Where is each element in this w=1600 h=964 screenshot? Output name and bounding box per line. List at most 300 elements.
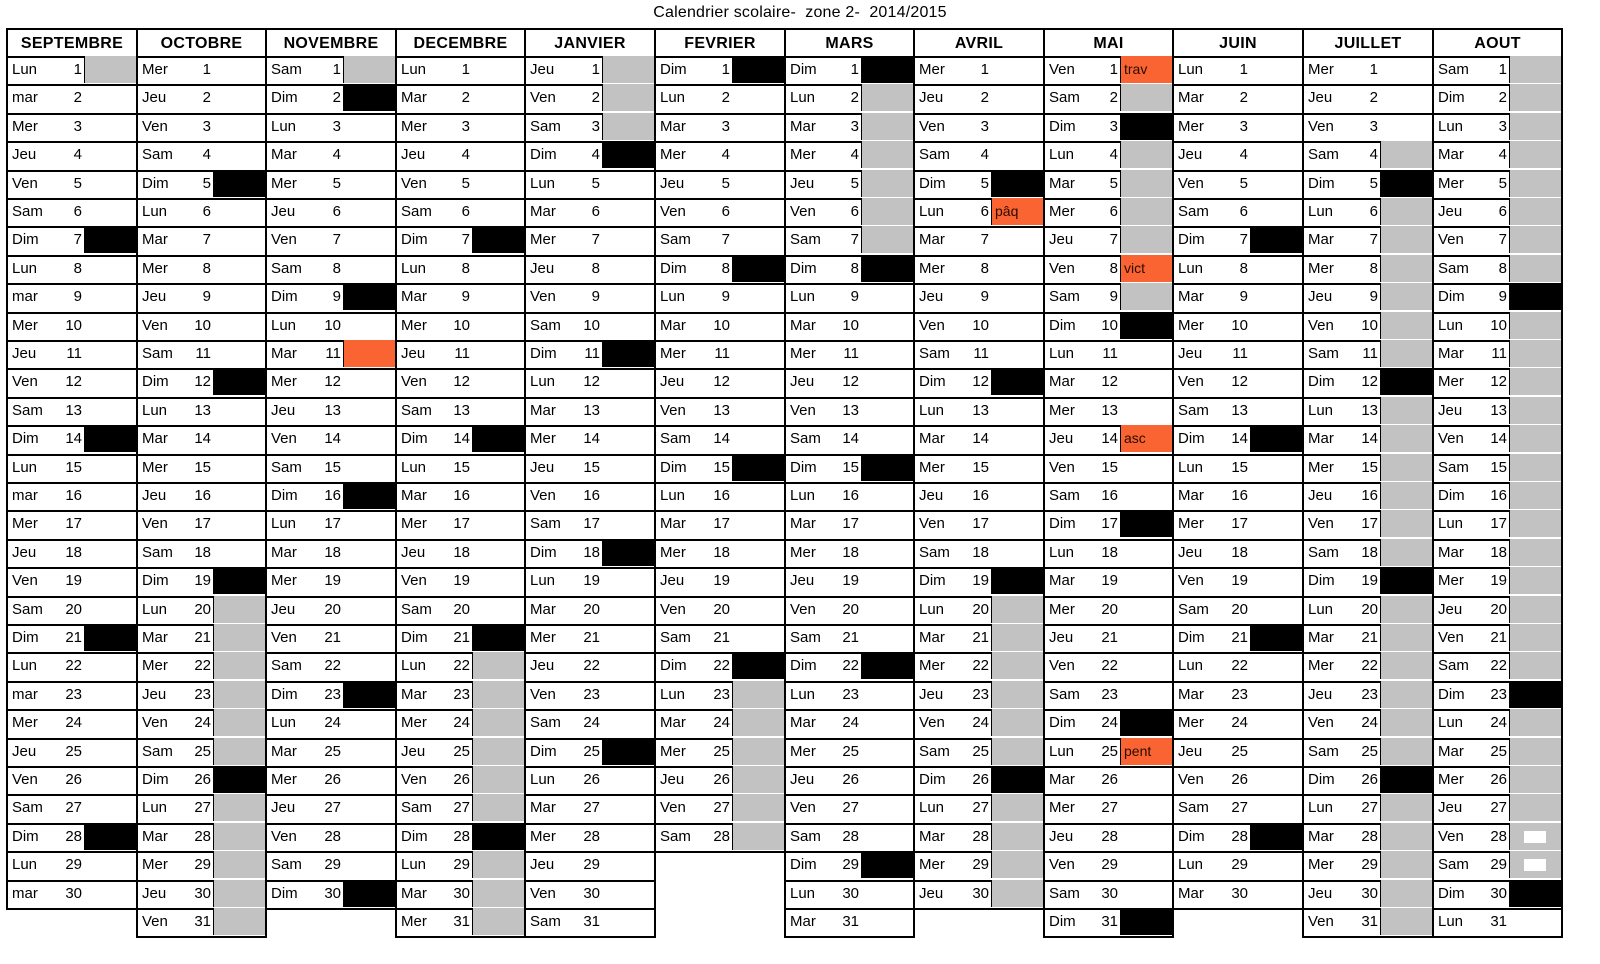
weekend-marker — [861, 652, 913, 679]
holiday-marker — [991, 652, 1043, 679]
holiday-marker — [213, 908, 265, 935]
weekday-label: Jeu — [142, 885, 167, 902]
day-cell — [1432, 652, 1563, 683]
day-cell — [524, 709, 656, 740]
day-cell — [913, 198, 1045, 228]
day-number: 29 — [324, 856, 341, 873]
weekday-label: Lun — [142, 601, 168, 618]
weekday-label: Jeu — [1178, 146, 1203, 163]
weekday-label: Mar — [1049, 373, 1075, 390]
holiday-marker — [1509, 539, 1561, 566]
day-cell — [395, 425, 526, 456]
day-number: 29 — [842, 856, 859, 873]
weekday-label: Lun — [530, 771, 556, 788]
weekday-label: Ven — [142, 913, 168, 930]
day-cell — [395, 510, 526, 541]
day-number: 19 — [1490, 572, 1507, 589]
day-number: 24 — [324, 714, 341, 731]
day-number: 3 — [591, 118, 600, 135]
month-header: AOUT — [1432, 28, 1563, 58]
day-cell — [136, 170, 267, 200]
holiday-marker — [1509, 567, 1561, 594]
weekday-label: Dim — [790, 856, 817, 873]
day-number: 11 — [584, 345, 600, 362]
weekday-label: Ven — [530, 288, 556, 305]
weekday-label: Sam — [401, 203, 432, 220]
weekday-label: Mar — [1438, 544, 1464, 561]
weekday-label: Lun — [919, 799, 945, 816]
weekday-label: Ven — [142, 515, 168, 532]
day-number: 12 — [1101, 373, 1118, 390]
weekday-label: Mer — [142, 657, 168, 674]
day-number: 14 — [453, 430, 470, 447]
day-cell — [654, 255, 786, 285]
weekday-label: Jeu — [142, 288, 167, 305]
weekday-label: Lun — [1438, 317, 1464, 334]
weekday-label: Ven — [790, 799, 816, 816]
day-number: 1 — [591, 61, 600, 78]
day-cell — [6, 170, 138, 200]
day-cell — [1432, 567, 1563, 598]
day-cell — [784, 141, 915, 172]
day-cell — [654, 738, 786, 768]
weekday-label: Lun — [1178, 459, 1204, 476]
weekday-label: Mer — [1308, 856, 1334, 873]
weekday-label: Lun — [1049, 544, 1075, 561]
day-number: 10 — [65, 317, 82, 334]
day-cell — [1043, 766, 1174, 796]
day-number: 19 — [1101, 572, 1118, 589]
month-header: OCTOBRE — [136, 28, 267, 58]
day-number: 22 — [1490, 657, 1507, 674]
day-number: 9 — [980, 288, 989, 305]
day-number: 9 — [1369, 288, 1378, 305]
day-cell — [6, 397, 138, 427]
weekday-label: Ven — [919, 714, 945, 731]
day-number: 17 — [1231, 515, 1248, 532]
weekday-label: Dim — [12, 231, 39, 248]
weekday-label: Mar — [1049, 771, 1075, 788]
weekday-label: Dim — [919, 373, 946, 390]
day-number: 28 — [842, 828, 859, 845]
weekend-marker — [732, 454, 784, 481]
day-number: 24 — [842, 714, 859, 731]
weekday-label: Dim — [1178, 629, 1205, 646]
weekday-label: Mar — [1438, 146, 1464, 163]
day-number: 18 — [583, 544, 600, 561]
weekday-label: Lun — [1178, 260, 1204, 277]
day-number: 9 — [591, 288, 600, 305]
day-cell — [1172, 652, 1304, 683]
day-cell — [524, 908, 656, 938]
weekend-marker — [1380, 766, 1432, 793]
holiday-marker — [213, 880, 265, 907]
weekday-label: Lun — [919, 601, 945, 618]
weekday-label: Mar — [401, 288, 427, 305]
month-header: DECEMBRE — [395, 28, 526, 58]
day-cell — [784, 255, 915, 285]
weekday-label: Mer — [142, 61, 168, 78]
day-cell — [1302, 624, 1434, 654]
weekend-marker — [213, 766, 265, 793]
holiday-marker — [213, 851, 265, 878]
day-number: 6 — [591, 203, 600, 220]
day-cell — [1172, 880, 1304, 910]
day-cell — [654, 510, 786, 541]
holiday-marker — [1380, 681, 1432, 708]
weekend-marker — [861, 56, 913, 83]
weekend-marker — [472, 823, 524, 850]
weekday-label: Mer — [142, 459, 168, 476]
weekday-label: Mer — [1178, 515, 1204, 532]
weekday-label: Jeu — [1438, 203, 1463, 220]
weekday-label: Mer — [142, 856, 168, 873]
day-cell — [1043, 880, 1174, 910]
day-cell — [1043, 851, 1174, 882]
weekday-label: Mer — [1049, 799, 1075, 816]
day-cell — [913, 170, 1045, 200]
weekday-label: Lun — [1049, 743, 1075, 760]
day-number: 26 — [1361, 771, 1378, 788]
holiday-marker — [732, 766, 784, 793]
day-number: 19 — [972, 572, 989, 589]
weekday-label: Mer — [919, 856, 945, 873]
day-cell — [1302, 482, 1434, 512]
day-cell — [524, 738, 656, 768]
day-number: 11 — [1102, 345, 1118, 362]
day-number: 6 — [1369, 203, 1378, 220]
weekday-label: Mer — [1308, 260, 1334, 277]
day-cell — [1432, 283, 1563, 314]
day-number: 24 — [453, 714, 470, 731]
holiday-marker — [213, 738, 265, 765]
weekday-label: Jeu — [12, 345, 37, 362]
day-number: 12 — [583, 373, 600, 390]
day-cell — [1302, 84, 1434, 115]
day-cell — [1302, 170, 1434, 200]
holiday-marker — [1380, 312, 1432, 339]
month-header: FEVRIER — [654, 28, 786, 58]
day-number: 15 — [972, 459, 989, 476]
weekday-label: Sam — [1049, 288, 1080, 305]
holiday-marker — [1380, 709, 1432, 736]
weekend-marker — [343, 84, 395, 111]
day-cell — [1432, 312, 1563, 342]
weekday-label: Ven — [790, 601, 816, 618]
day-number: 12 — [842, 373, 859, 390]
weekday-label: Lun — [401, 856, 427, 873]
day-cell — [524, 794, 656, 825]
day-number: 26 — [972, 771, 989, 788]
holiday-marker — [1509, 510, 1561, 537]
day-cell — [524, 482, 656, 512]
day-cell — [6, 738, 138, 768]
day-number: 5 — [1239, 175, 1248, 192]
day-cell — [1302, 539, 1434, 569]
holiday-marker — [1120, 283, 1172, 310]
day-cell — [1172, 681, 1304, 711]
day-number: 31 — [453, 913, 470, 930]
day-cell — [1043, 340, 1174, 370]
holiday-marker — [1380, 794, 1432, 821]
weekday-label: Ven — [1438, 231, 1464, 248]
day-cell — [1172, 766, 1304, 796]
day-cell — [265, 539, 397, 569]
day-cell — [265, 596, 397, 626]
holiday-marker — [1509, 766, 1561, 793]
day-number: 21 — [713, 629, 730, 646]
day-number: 19 — [583, 572, 600, 589]
weekend-marker — [602, 340, 654, 367]
weekday-label: Jeu — [530, 260, 555, 277]
day-number: 2 — [721, 89, 730, 106]
weekday-label: Lun — [660, 89, 686, 106]
day-cell — [265, 141, 397, 172]
day-cell — [1302, 709, 1434, 740]
weekday-label: Sam — [660, 231, 691, 248]
weekday-label: Mer — [401, 714, 427, 731]
day-cell — [913, 255, 1045, 285]
weekday-label: Lun — [919, 203, 945, 220]
weekday-label: Mar — [1178, 89, 1204, 106]
weekday-label: Sam — [530, 515, 561, 532]
day-cell — [265, 681, 397, 711]
weekday-label: Sam — [1049, 487, 1080, 504]
day-cell — [395, 908, 526, 938]
day-number: 25 — [65, 743, 82, 760]
weekday-label: Jeu — [271, 799, 296, 816]
weekday-label: Jeu — [919, 487, 944, 504]
weekday-label: Ven — [12, 373, 38, 390]
day-number: 21 — [453, 629, 470, 646]
day-number: 23 — [842, 686, 859, 703]
holiday-marker — [991, 880, 1043, 907]
day-number: 15 — [1361, 459, 1378, 476]
day-number: 26 — [1101, 771, 1118, 788]
day-cell — [913, 880, 1045, 910]
weekday-label: Sam — [271, 61, 302, 78]
day-cell — [784, 709, 915, 740]
weekday-label: Dim — [12, 629, 39, 646]
day-cell — [1302, 823, 1434, 853]
day-number: 18 — [1101, 544, 1118, 561]
day-number: 27 — [842, 799, 859, 816]
weekday-label: Mer — [1438, 373, 1464, 390]
day-cell — [1172, 170, 1304, 200]
day-number: 1 — [202, 61, 211, 78]
day-number: 10 — [1231, 317, 1248, 334]
weekday-label: Dim — [919, 572, 946, 589]
holiday-marker — [1509, 56, 1561, 83]
day-number: 5 — [1369, 175, 1378, 192]
day-number: 22 — [842, 657, 859, 674]
weekday-label: Ven — [271, 231, 297, 248]
weekday-label: Mer — [401, 118, 427, 135]
day-number: 30 — [1231, 885, 1248, 902]
weekend-marker — [732, 652, 784, 679]
day-cell — [913, 624, 1045, 654]
holiday-marker — [732, 709, 784, 736]
weekday-label: Dim — [919, 771, 946, 788]
day-number: 15 — [1101, 459, 1118, 476]
weekday-label: Ven — [660, 601, 686, 618]
day-cell — [136, 738, 267, 768]
day-number: 29 — [65, 856, 82, 873]
day-cell — [1432, 340, 1563, 370]
weekday-label: Mar — [660, 317, 686, 334]
day-cell — [1302, 283, 1434, 314]
day-number: 12 — [1490, 373, 1507, 390]
weekend-marker — [861, 851, 913, 878]
holiday-marker — [1380, 908, 1432, 935]
day-number: 13 — [972, 402, 989, 419]
weekend-marker — [213, 368, 265, 395]
day-number: 30 — [453, 885, 470, 902]
day-number: 2 — [1369, 89, 1378, 106]
holiday-marker — [861, 141, 913, 168]
day-number: 7 — [1498, 231, 1507, 248]
weekday-label: mar — [12, 686, 38, 703]
weekday-label: Dim — [1308, 175, 1335, 192]
weekday-label: Mer — [530, 231, 556, 248]
day-number: 4 — [1498, 146, 1507, 163]
day-number: 4 — [202, 146, 211, 163]
day-cell — [1172, 596, 1304, 626]
weekend-marker — [343, 482, 395, 509]
day-number: 27 — [453, 799, 470, 816]
day-cell — [524, 624, 656, 654]
day-number: 17 — [1101, 515, 1118, 532]
holiday-marker — [1380, 226, 1432, 253]
day-number: 8 — [1109, 260, 1118, 277]
day-number: 23 — [194, 686, 211, 703]
weekday-label: Mer — [919, 459, 945, 476]
weekday-label: Jeu — [142, 89, 167, 106]
weekday-label: Lun — [790, 288, 816, 305]
day-cell — [524, 226, 656, 257]
holiday-marker — [1380, 851, 1432, 878]
weekday-label: Sam — [790, 629, 821, 646]
day-cell — [524, 510, 656, 541]
day-number: 7 — [850, 231, 859, 248]
day-cell — [1043, 454, 1174, 484]
day-number: 8 — [461, 260, 470, 277]
weekend-marker — [343, 681, 395, 708]
day-number: 5 — [850, 175, 859, 192]
day-number: 17 — [65, 515, 82, 532]
weekday-label: Mar — [1438, 345, 1464, 362]
holiday-marker — [1509, 368, 1561, 395]
holiday-marker — [472, 851, 524, 878]
day-number: 2 — [461, 89, 470, 106]
weekday-label: Ven — [919, 118, 945, 135]
weekday-label: Sam — [142, 544, 173, 561]
day-number: 16 — [453, 487, 470, 504]
day-cell — [1432, 170, 1563, 200]
day-number: 31 — [194, 913, 211, 930]
weekend-marker — [602, 141, 654, 168]
day-number: 9 — [73, 288, 82, 305]
day-cell — [136, 908, 267, 938]
holiday-marker — [1380, 425, 1432, 452]
day-cell — [1432, 454, 1563, 484]
day-number: 15 — [713, 459, 730, 476]
day-cell — [784, 425, 915, 456]
day-number: 10 — [194, 317, 211, 334]
day-number: 31 — [583, 913, 600, 930]
holiday-marker — [1120, 84, 1172, 111]
day-cell — [784, 56, 915, 86]
day-number: 9 — [1239, 288, 1248, 305]
day-number: 9 — [202, 288, 211, 305]
day-number: 29 — [1101, 856, 1118, 873]
day-number: 25 — [713, 743, 730, 760]
day-number: 12 — [65, 373, 82, 390]
day-cell — [913, 510, 1045, 541]
day-number: 23 — [1231, 686, 1248, 703]
day-cell — [136, 283, 267, 314]
day-cell — [654, 539, 786, 569]
day-cell — [654, 766, 786, 796]
day-number: 6 — [202, 203, 211, 220]
holiday-marker — [991, 596, 1043, 623]
weekday-label: Sam — [919, 544, 950, 561]
day-number: 4 — [1369, 146, 1378, 163]
weekend-marker — [991, 368, 1043, 395]
day-number: 3 — [202, 118, 211, 135]
weekday-label: Jeu — [790, 572, 815, 589]
holiday-marker — [1509, 170, 1561, 197]
weekday-label: Jeu — [1308, 885, 1333, 902]
weekday-label: Ven — [142, 118, 168, 135]
weekday-label: Dim — [1438, 288, 1465, 305]
weekday-label: Lun — [12, 657, 38, 674]
weekday-label: Mer — [660, 544, 686, 561]
holiday-label: trav — [1120, 56, 1172, 83]
day-number: 16 — [194, 487, 211, 504]
weekday-label: Lun — [142, 799, 168, 816]
day-cell — [913, 539, 1045, 569]
day-cell — [6, 56, 138, 86]
weekday-label: Ven — [1049, 260, 1075, 277]
day-cell — [913, 567, 1045, 598]
weekday-label: Mer — [660, 743, 686, 760]
day-cell — [913, 681, 1045, 711]
day-cell — [913, 823, 1045, 853]
day-cell — [6, 567, 138, 598]
holiday-marker — [1380, 283, 1432, 310]
day-cell — [136, 681, 267, 711]
day-cell — [784, 738, 915, 768]
weekday-label: Lun — [790, 885, 816, 902]
day-cell — [1043, 170, 1174, 200]
day-cell — [1432, 56, 1563, 86]
weekday-label: Ven — [660, 799, 686, 816]
day-cell — [1043, 283, 1174, 314]
weekday-label: Mar — [660, 515, 686, 532]
weekday-label: Dim — [271, 686, 298, 703]
day-number: 14 — [1361, 430, 1378, 447]
weekday-label: Jeu — [1049, 430, 1074, 447]
day-cell — [654, 312, 786, 342]
weekend-marker — [1120, 709, 1172, 736]
day-cell — [784, 368, 915, 399]
day-number: 7 — [721, 231, 730, 248]
day-cell — [1432, 141, 1563, 172]
weekday-label: Sam — [1308, 544, 1339, 561]
holiday-marker — [1380, 823, 1432, 850]
day-number: 7 — [332, 231, 341, 248]
